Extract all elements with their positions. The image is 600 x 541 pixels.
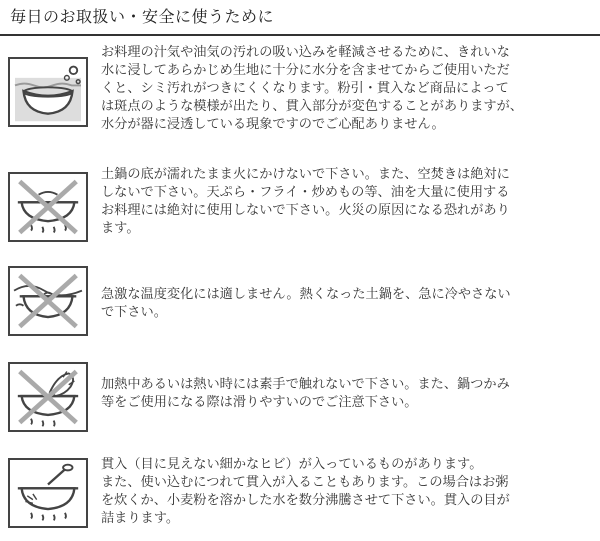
- wet-pot-on-fire-prohibited-icon: [8, 172, 88, 242]
- text-line: 急激な温度変化には適しません。熱くなった土鍋を、急に冷やさない: [101, 287, 511, 302]
- instruction-text: [101, 44, 596, 134]
- instruction-text: [101, 456, 596, 528]
- bare-hand-touch-prohibited-icon: [8, 362, 88, 432]
- text-line: また、使い込むにつれて貫入が入ることもあります。この場合はお粥: [101, 475, 509, 490]
- text-line: 詰まります。: [101, 511, 180, 526]
- text-line: を炊くか、小麦粉を溶かした水を数分沸騰させて下さい。貫入の目が: [101, 493, 510, 508]
- instruction-text: [101, 166, 596, 238]
- text-line: 水に浸してあらかじめ生地に十分に水分を含ませてからご使用いただ: [101, 63, 510, 78]
- text-line: くと、シミ汚れがつきにくくなります。粉引・貫入など商品によって: [101, 81, 509, 96]
- text-line: お料理の汁気や油気の汚れの吸い込みを軽減させるために、きれいな: [101, 45, 510, 60]
- title-divider: [0, 34, 600, 36]
- text-line: は斑点のような模様が出たり、貫入部分が変色することがありますが、: [101, 99, 523, 114]
- text-line: 貫入（目に見えない細かなヒビ）が入っているものがあります。: [101, 457, 483, 472]
- bowl-soaking-icon: [8, 57, 88, 127]
- sudden-cooling-prohibited-icon: [8, 266, 88, 336]
- text-line: ます。: [101, 221, 140, 236]
- page-title: 毎日のお取扱い・安全に使うために: [10, 7, 275, 26]
- instruction-text: [101, 286, 596, 322]
- text-line: 水分が器に浸透している現象ですのでご心配ありません。: [101, 117, 445, 132]
- text-line: 等をご使用になる際は滑りやすいのでご注意下さい。: [101, 395, 418, 410]
- text-line: しないで下さい。天ぷら・フライ・炒めもの等、油を大量に使用する: [101, 185, 510, 200]
- text-line: で下さい。: [101, 305, 167, 320]
- porridge-pot-icon: [8, 458, 88, 528]
- text-line: お料理には絶対に使用しないで下さい。火災の原因になる恐れがあり: [101, 203, 510, 218]
- text-line: 加熱中あるいは熱い時には素手で触れないで下さい。また、鍋つかみ: [101, 377, 510, 392]
- text-line: 土鍋の底が濡れたまま火にかけないで下さい。また、空焚きは絶対に: [101, 167, 510, 182]
- instruction-text: [101, 376, 596, 412]
